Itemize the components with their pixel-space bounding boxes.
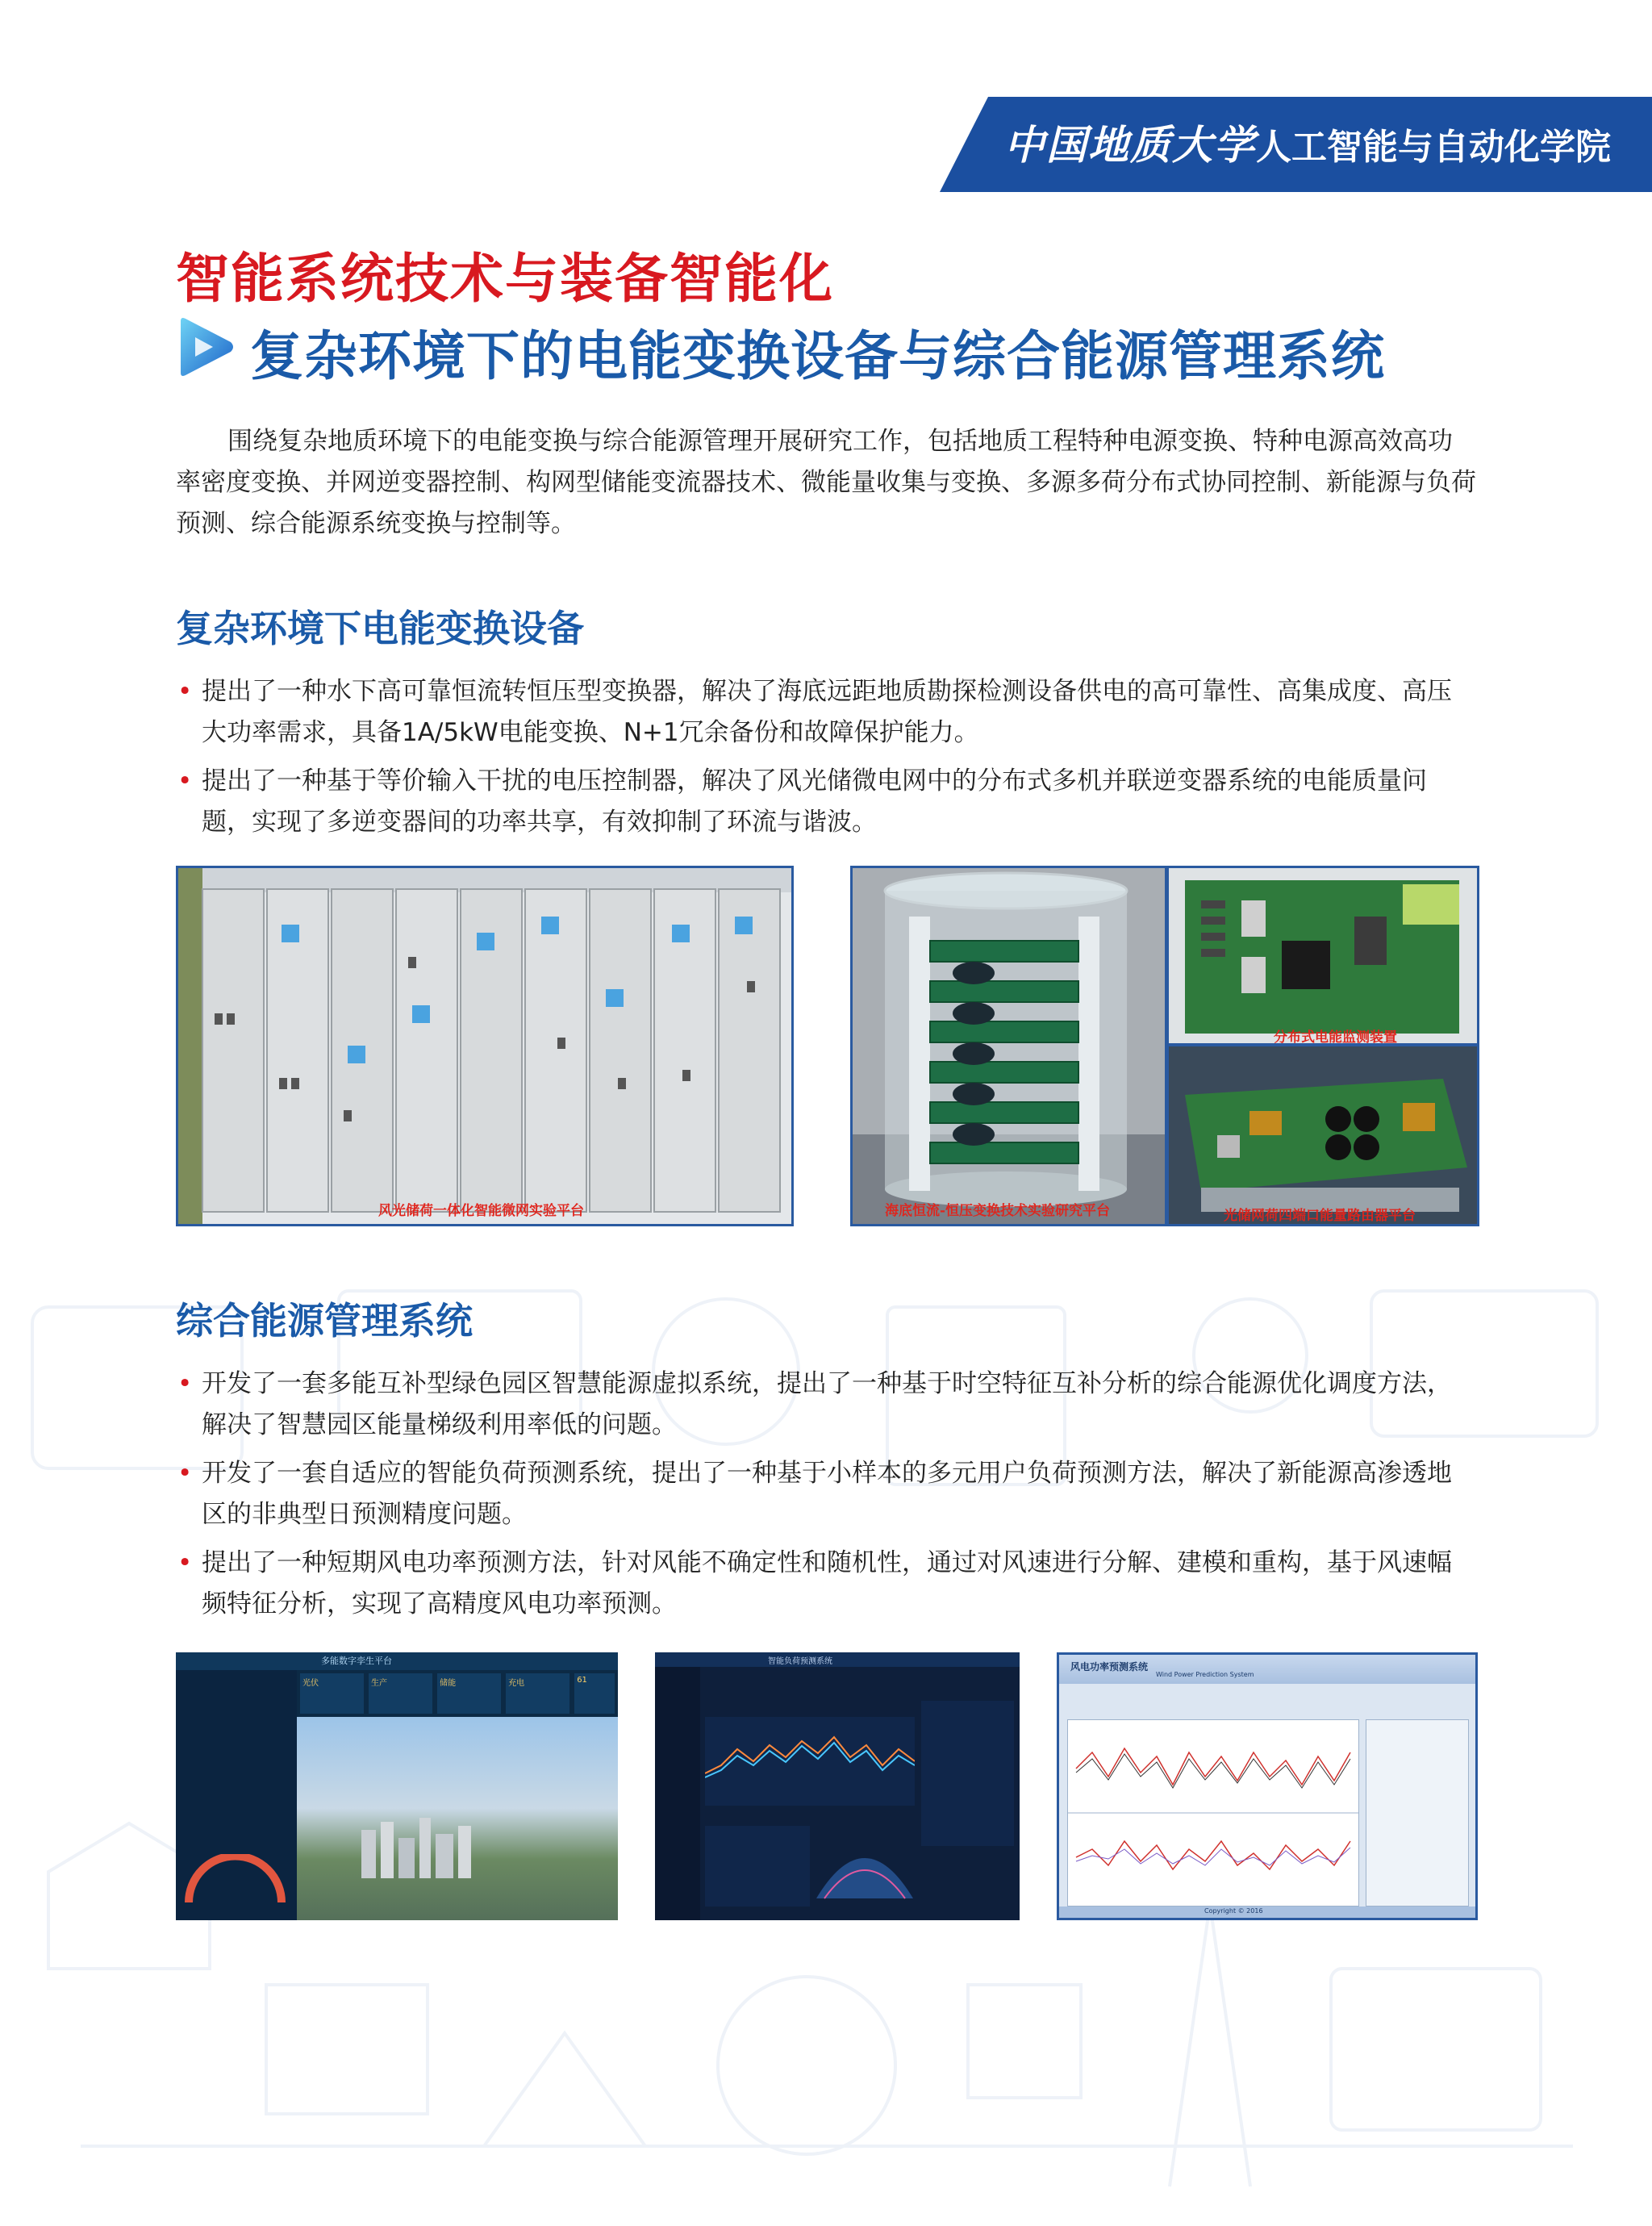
forecast-side-table: [921, 1701, 1014, 1846]
bullet-text: 开发了一套多能互补型绿色园区智慧能源虚拟系统，提出了一种基于时空特征互补分析的综合能源优化调度方法，解决了智慧园区能量梯级利用率低的问题。: [202, 1369, 1452, 1439]
stat-card: 生产: [369, 1673, 432, 1714]
dashboard-buildings: [361, 1814, 482, 1878]
photo-energy-router: [1166, 1044, 1479, 1226]
dashboard-title: 多能数字孪生平台: [321, 1656, 392, 1666]
pcb-illustration: [1169, 868, 1477, 1043]
list-item: [176, 761, 1476, 843]
intro-paragraph: 围绕复杂地质环境下的电能变换与综合能源管理开展研究工作，包括地质工程特种电源变换、特种电源高效高功率密度变换、并网逆变器控制、构网型储能变流器技术、微能量收集与变换、多源多荷分布式协同控制、新能源与负荷预测、综合能源系统变换与控制等。: [176, 427, 1476, 538]
bullet-text: 开发了一套自适应的智能负荷预测系统，提出了一种基于小样本的多元用户负荷预测方法，解决了新能源高渗透地区的非典型日预测精度问题。: [202, 1459, 1452, 1529]
photo-microgrid-cabinets: [176, 866, 794, 1226]
photo-monitoring-board: [1166, 866, 1479, 1046]
bullet-dot-icon: •: [177, 1548, 193, 1577]
list-item: [176, 1453, 1476, 1535]
subsea-converter-illustration: [853, 868, 1165, 1224]
forecast-data-table: [705, 1826, 810, 1907]
wind-chart-panel: [1067, 1719, 1359, 1907]
wind-charts: [1068, 1720, 1358, 1906]
dashboard-header-bar: [176, 1652, 618, 1670]
header-banner-text: [1004, 119, 1611, 171]
list-item: [176, 671, 1476, 754]
buildings-illustration: [361, 1814, 482, 1878]
page-subtitle: 复杂环境下的电能变换设备与综合能源管理系统: [250, 325, 1385, 387]
forecast-title: 智能负荷预测系统: [768, 1657, 832, 1666]
screenshot-digital-twin-dashboard: [176, 1652, 618, 1920]
photo-subsea-converter: [850, 866, 1167, 1226]
forecast-area-chart: [816, 1826, 913, 1907]
section-heading-energy-management: 综合能源管理系统: [176, 1299, 473, 1343]
school-name: 人工智能与自动化学院: [1256, 127, 1611, 168]
wind-subtitle: Wind Power Prediction System: [1156, 1671, 1254, 1678]
screenshot-load-forecast: [655, 1652, 1020, 1920]
section2-bullet-list: [176, 1364, 1476, 1632]
photo-caption: 风光储荷一体化智能微网实验平台: [378, 1203, 584, 1219]
stat-card: 储能: [437, 1673, 501, 1714]
forecast-sidebar: [655, 1667, 700, 1920]
bullet-dot-icon: •: [177, 1459, 193, 1488]
wind-result-panel: [1366, 1719, 1469, 1907]
stat-card: 充电: [506, 1673, 569, 1714]
bullet-text: 提出了一种短期风电功率预测方法，针对风能不确定性和随机性，通过对风速进行分解、建模和重构，基于风速幅频特征分析，实现了高精度风电功率预测。: [202, 1548, 1452, 1618]
photo-caption: 光储网荷四端口能量路由器平台: [1224, 1208, 1416, 1224]
bullet-text: 提出了一种基于等价输入干扰的电压控制器，解决了风光储微电网中的分布式多机并联逆变器系统的电能质量问题，实现了多逆变器间的功率共享，有效抑制了环流与谐波。: [202, 766, 1427, 837]
stat-card: 光伏: [300, 1673, 364, 1714]
energy-router-illustration: [1169, 1046, 1477, 1224]
bullet-dot-icon: •: [177, 1369, 193, 1398]
forecast-line-chart: [705, 1717, 915, 1806]
photo-caption: 海底恒流-恒压变换技术实验研究平台: [885, 1203, 1111, 1219]
dashboard-stat-row: [297, 1673, 618, 1714]
screenshot-wind-power-prediction: [1057, 1652, 1478, 1920]
dashboard-gauge: [181, 1854, 290, 1911]
page-title: 智能系统技术与装备智能化: [176, 248, 834, 310]
section-heading-conversion: 复杂环境下电能变换设备: [176, 607, 584, 650]
wind-title: 风电功率预测系统: [1070, 1661, 1149, 1673]
bullet-dot-icon: •: [177, 766, 193, 796]
play-icon: [173, 315, 237, 379]
university-name: 中国地质大学: [1004, 121, 1256, 169]
wind-footer-bar: [1059, 1907, 1475, 1918]
list-item: [176, 1364, 1476, 1446]
wind-footer: Copyright © 2016: [1204, 1907, 1263, 1915]
stat-card: 61: [574, 1673, 615, 1714]
bullet-dot-icon: •: [177, 677, 193, 706]
cabinets-illustration: [178, 868, 791, 1224]
bullet-text: 提出了一种水下高可靠恒流转恒压型变换器，解决了海底远距地质勘探检测设备供电的高可靠性、高集成度、高压大功率需求，具备1A/5kW电能变换、N+1冗余备份和故障保护能力。: [202, 677, 1452, 747]
list-item: [176, 1543, 1476, 1625]
section1-bullet-list: [176, 671, 1476, 850]
forecast-header-bar: [655, 1652, 1020, 1667]
photo-caption: 分布式电能监测装置: [1274, 1029, 1397, 1046]
